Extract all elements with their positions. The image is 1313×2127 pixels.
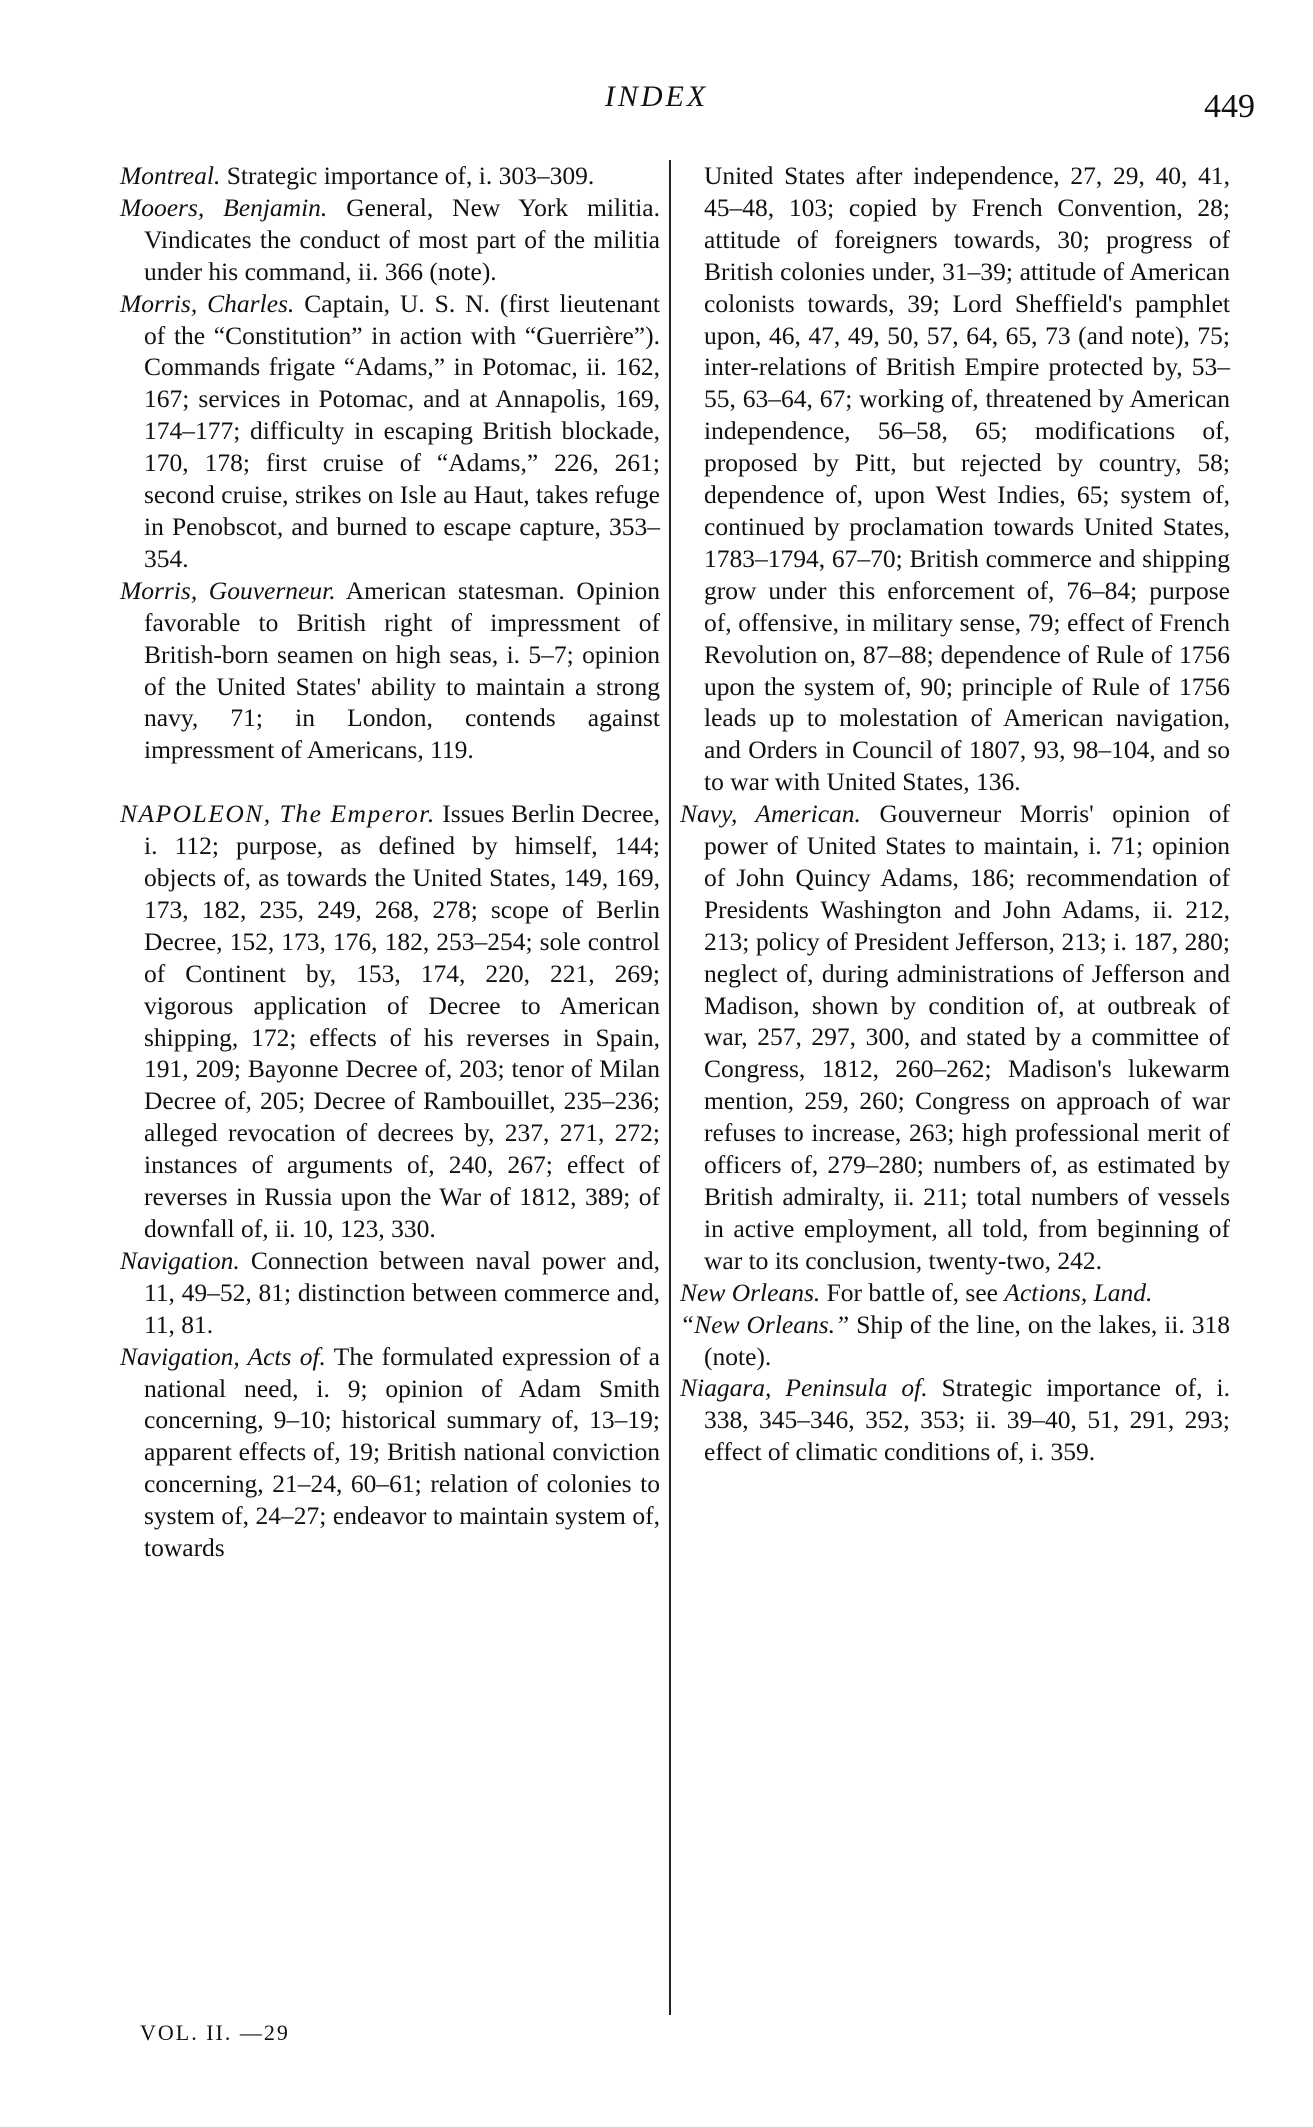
entry-text: Connection between naval power and, 11, 49–52, 81; distinction between commerce and, 11, 81. <box>144 1245 660 1339</box>
entry-heading: Niagara, Peninsula of. <box>680 1373 928 1403</box>
column-divider <box>669 160 671 2015</box>
entry-text: For battle of, see <box>820 1277 1005 1307</box>
entry-heading: Navy, American. <box>680 799 861 829</box>
signature-mark: VOL. II. —29 <box>140 2020 290 2045</box>
index-entry-montreal <box>120 160 660 192</box>
index-entry-navy-american <box>680 798 1230 1277</box>
entry-text: American statesman. Opinion favorable to British right of impressment of British-born seamen on high seas, i. 5–7; opinion of the United States' ability to maintain a strong navy, 71; in London, contends against impressment of Americans, 119. <box>144 575 660 765</box>
entry-text: The formulated expression of a national need, i. 9; opinion of Adam Smith concerning, 9–10; historical summary of, 13–19; apparent effects of, 19; British national conviction concerning, 21–24, 60–61; relation of colonies to system of, 24–27; endeavor to maintain system of, towards <box>144 1341 660 1563</box>
entry-heading: New Orleans. <box>680 1277 821 1307</box>
entry-heading: Morris, Gouverneur. <box>120 575 336 605</box>
entry-heading: Morris, Charles. <box>120 288 295 318</box>
entry-heading: NAPOLEON, The Emperor. <box>120 799 436 829</box>
entry-text: General, New York militia. Vindicates the conduct of most part of the militia under his command, ii. 366 (note). <box>144 192 660 286</box>
entry-text: Strategic importance of, i. 338, 345–346, 352, 353; ii. 39–40, 51, 291, 293; effect of climatic conditions of, i. 359. <box>704 1373 1230 1467</box>
entry-text: Gouverneur Morris' opinion of power of United States to maintain, i. 71; opinion of John Quincy Adams, 186; recommendation of Presidents Washington and John Adams, ii. 212, 213; policy of President Jefferson, 213; i. 187, 280; neglect of, during administrations of Jefferson and Madison, shown by condition of, at outbreak of war, 257, 297, 300, and stated by a committee of Congress, 1812, 260–262; Madison's lukewarm mention, 259, 260; Congress on approach of war refuses to increase, 263; high professional merit of officers of, 279–280; numbers of, as estimated by British admiralty, ii. 211; total numbers of vessels in active employment, all told, from beginning of war to its conclusion, twenty-two, 242. <box>704 799 1230 1275</box>
entry-text: Ship of the line, on the lakes, ii. 318 (note). <box>704 1309 1230 1371</box>
entry-text: Issues Berlin Decree, i. 112; purpose, as defined by himself, 144; objects of, as towards the United States, 149, 169, 173, 182, 235, 249, 268, 278; scope of Berlin Decree, 152, 173, 176, 182, 253–254; sole control of Continent by, 153, 174, 220, 221, 269; vigorous application of Decree to American shipping, 172; effects of his reverses in Spain, 191, 209; Bayonne Decree of, 203; tenor of Milan Decree of, 205; Decree of Rambouillet, 235–236; alleged revocation of decrees by, 237, 271, 272; instances of arguments of, 240, 267; effect of reverses in Russia upon the War of 1812, 389; of downfall of, ii. 10, 123, 330. <box>144 799 660 1243</box>
index-entry-morris-charles <box>120 288 660 575</box>
entry-heading: Mooers, Benjamin. <box>120 192 328 222</box>
index-entry-morris-gouverneur <box>120 575 660 766</box>
entry-text: Captain, U. S. N. (first lieutenant of the “Constitution” in action with “Guerrière”). Commands frigate “Adams,” in Potomac, ii. 162, 167; services in Potomac, and at Annapolis, 169, 174–177; difficulty in escaping British blockade, 170, 178; first cruise of “Adams,” 226, 261; second cruise, strikes on Isle au Haut, takes refuge in Penobscot, and burned to escape capture, 353–354. <box>144 288 660 573</box>
index-entry-navigation-acts <box>120 1341 660 1564</box>
entry-text: Strategic importance of, i. 303–309. <box>220 161 595 190</box>
left-column <box>120 160 660 1564</box>
index-entry-new-orleans-ship <box>680 1309 1230 1373</box>
index-entry-niagara <box>680 1372 1230 1468</box>
entry-heading: Navigation. <box>120 1245 240 1275</box>
page-title: INDEX <box>604 80 709 113</box>
page-number: 449 <box>1204 88 1255 125</box>
entry-heading: Montreal. <box>120 161 221 190</box>
running-head <box>0 80 1313 126</box>
right-column <box>680 160 1230 1468</box>
index-entry-navigation <box>120 1245 660 1341</box>
entry-heading: Navigation, Acts of. <box>120 1341 326 1371</box>
index-entry-napoleon <box>120 798 660 1245</box>
see-reference: Actions, Land. <box>1004 1277 1153 1307</box>
index-entry-mooers <box>120 192 660 288</box>
entry-heading: “New Orleans.” <box>680 1309 850 1339</box>
index-entry-new-orleans <box>680 1277 1230 1309</box>
index-entry-continuation: United States after independence, 27, 29, 40, 41, 45–48, 103; copied by French Convention, 28; attitude of foreigners towards, 30; progress of British colonies under, 31–39; attitude of American colonists towards, 39; Lord Sheffield's pamphlet upon, 46, 47, 49, 50, 57, 64, 65, 73 (and note), 75; inter-relations of British Empire protected by, 53–55, 63–64, 67; working of, threatened by American independence, 56–58, 65; modifications of, proposed by Pitt, but rejected by country, 58; dependence of, upon West Indies, 65; system of, continued by proclamation towards United States, 1783–1794, 67–70; British commerce and shipping grow under this enforcement of, 76–84; purpose of, offensive, in military sense, 79; effect of French Revolution on, 87–88; dependence of Rule of 1756 upon the system of, 90; principle of Rule of 1756 leads up to molestation of American navigation, and Orders in Council of 1807, 93, 98–104, and so to war with United States, 136. <box>704 161 1230 797</box>
